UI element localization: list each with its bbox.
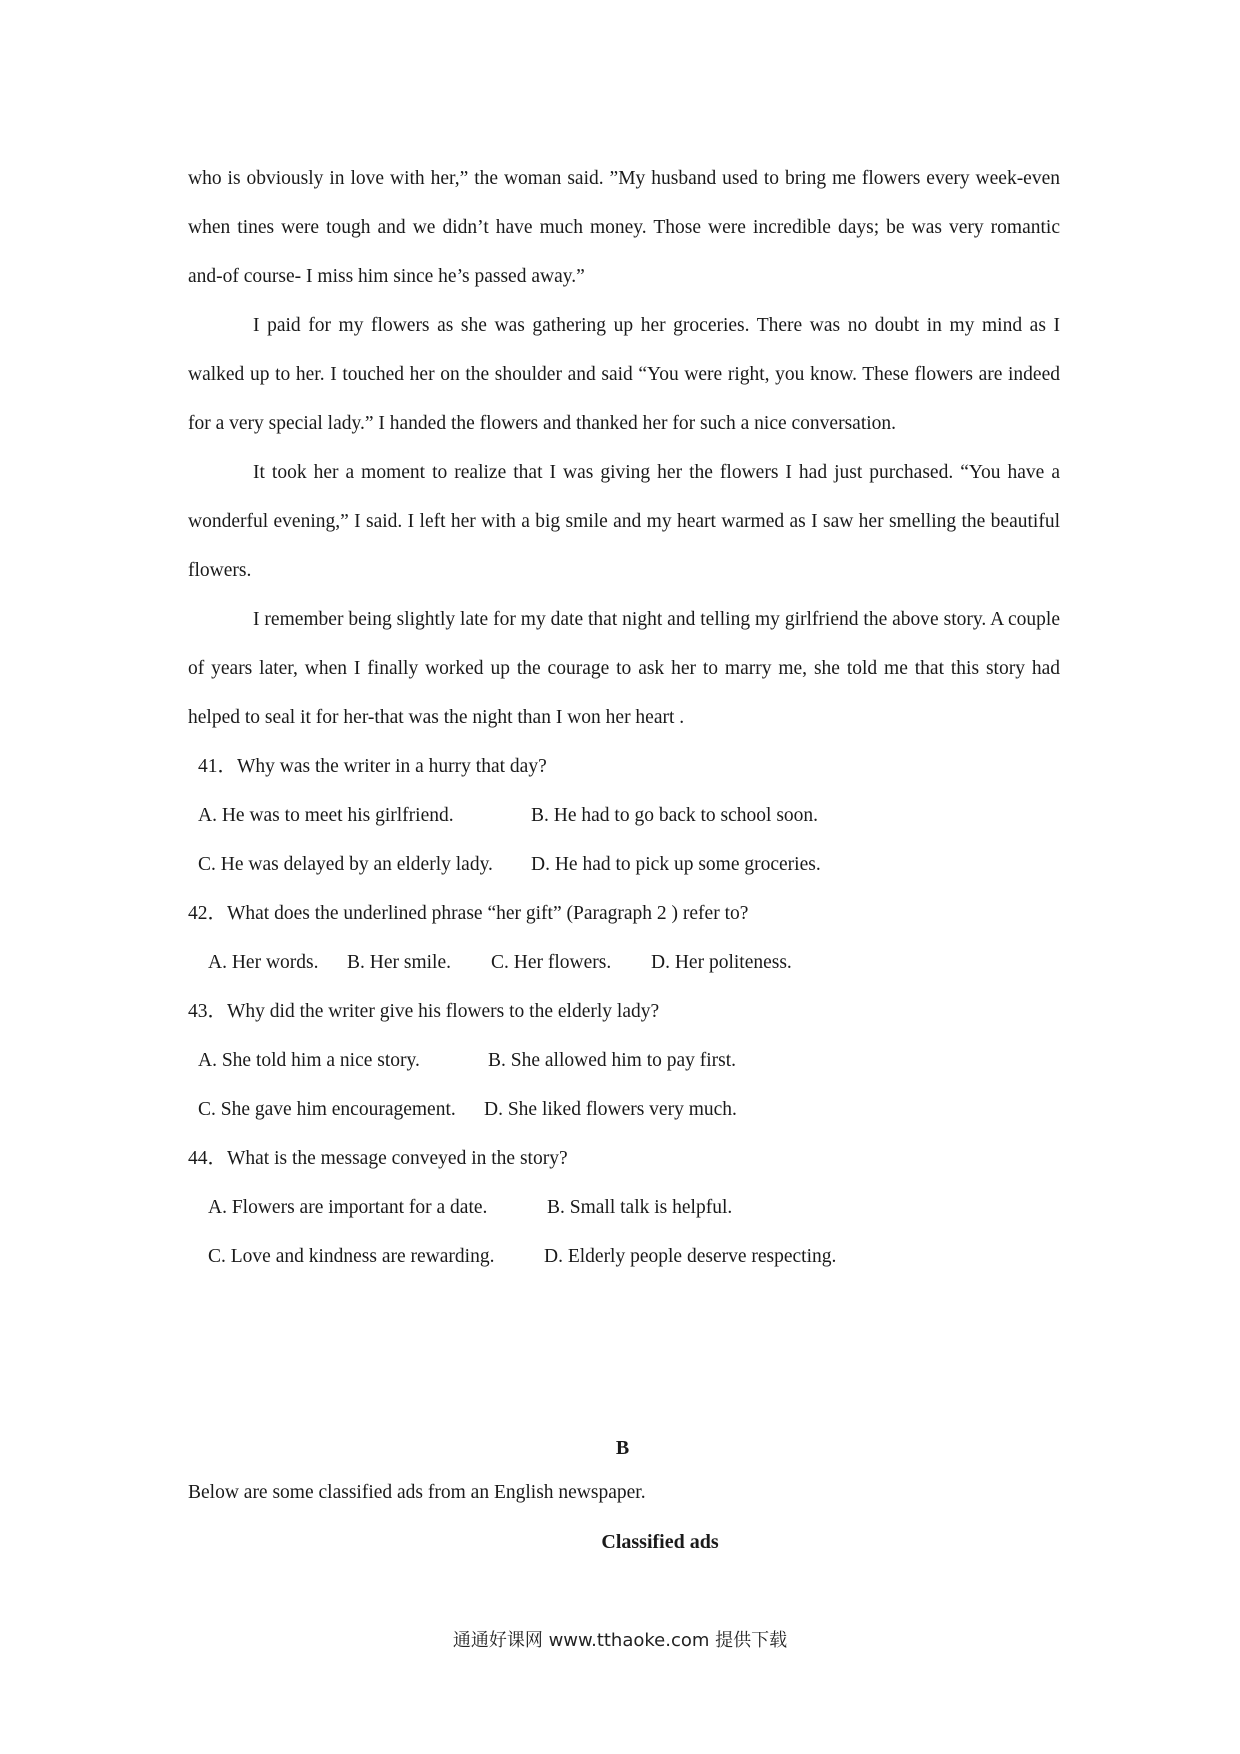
question-44-option-b: B. Small talk is helpful. [547,1197,733,1218]
passage-paragraph-4: I remember being slightly late for my date that night and telling my girlfriend the above story. A couple of years later, when I finally worked up the courage to ask her to marry me, she told me that this story had helped to seal it for her-that was the night than I won her heart . [188,609,1060,728]
question-41-option-a: A. He was to meet his girlfriend. [198,805,454,826]
question-44-options-row-1 [188,1183,1060,1232]
question-43-stem: 43．Why did the writer give his flowers to the elderly lady? [188,1001,660,1022]
section-b-heading: B [615,1437,630,1459]
question-41-option-c: C. He was delayed by an elderly lady. [198,854,493,875]
question-41-option-d: D. He had to pick up some groceries. [531,854,821,875]
question-41-stem: 41．Why was the writer in a hurry that day? [198,756,547,777]
question-43-option-c: C. She gave him encouragement. [198,1099,456,1120]
question-44-stem: 44．What is the message conveyed in the story? [188,1148,568,1169]
question-42-stem: 42．What does the underlined phrase “her gift” (Paragraph 2 ) refer to? [188,903,749,924]
question-44-option-c: C. Love and kindness are rewarding. [208,1246,495,1267]
question-43-option-d: D. She liked flowers very much. [484,1099,737,1120]
question-43-option-a: A. She told him a nice story. [198,1050,420,1071]
question-44-options-row-2 [188,1232,1060,1281]
page-footer: 通通好课网 www.tthaoke.com 提供下载 [452,1630,788,1651]
question-43-options-row-1 [188,1036,1060,1085]
question-43-options-row-2 [188,1085,1060,1134]
question-42-option-c: C. Her flowers. [491,952,612,973]
question-44-option-d: D. Elderly people deserve respecting. [544,1246,837,1267]
question-43-option-b: B. She allowed him to pay first. [488,1050,737,1071]
question-41-option-b: B. He had to go back to school soon. [531,805,819,826]
question-41-options-row-1 [188,791,1060,840]
question-42-option-b: B. Her smile. [347,952,451,973]
passage-paragraph-2: I paid for my flowers as she was gathering up her groceries. There was no doubt in my mind as I walked up to her. I touched her on the shoulder and said “You were right, you know. These flowers are indeed for a very special lady.” I handed the flowers and thanked her for such a nice conversation. [188,315,1060,434]
question-42-options-row [188,938,1060,987]
question-44-option-a: A. Flowers are important for a date. [208,1197,488,1218]
passage-paragraph-3: It took her a moment to realize that I was giving her the flowers I had just purchased. “You have a wonderful evening,” I said. I left her with a big smile and my heart warmed as I saw her smelling the beautiful flowers. [188,462,1060,581]
section-b-intro: Below are some classified ads from an English newspaper. [188,1482,646,1503]
passage-paragraph-1: who is obviously in love with her,” the woman said. ”My husband used to bring me flowers every week-even when tines were tough and we didn’t have much money. Those were incredible days; be was very romantic and-of course- I miss him since he’s passed away.” [188,168,1060,287]
question-42-option-d: D. Her politeness. [651,952,792,973]
question-41-options-row-2 [188,840,1060,889]
classified-ads-title: Classified ads [601,1531,719,1553]
passage-content [188,154,1060,1281]
question-42-option-a: A. Her words. [208,952,319,973]
